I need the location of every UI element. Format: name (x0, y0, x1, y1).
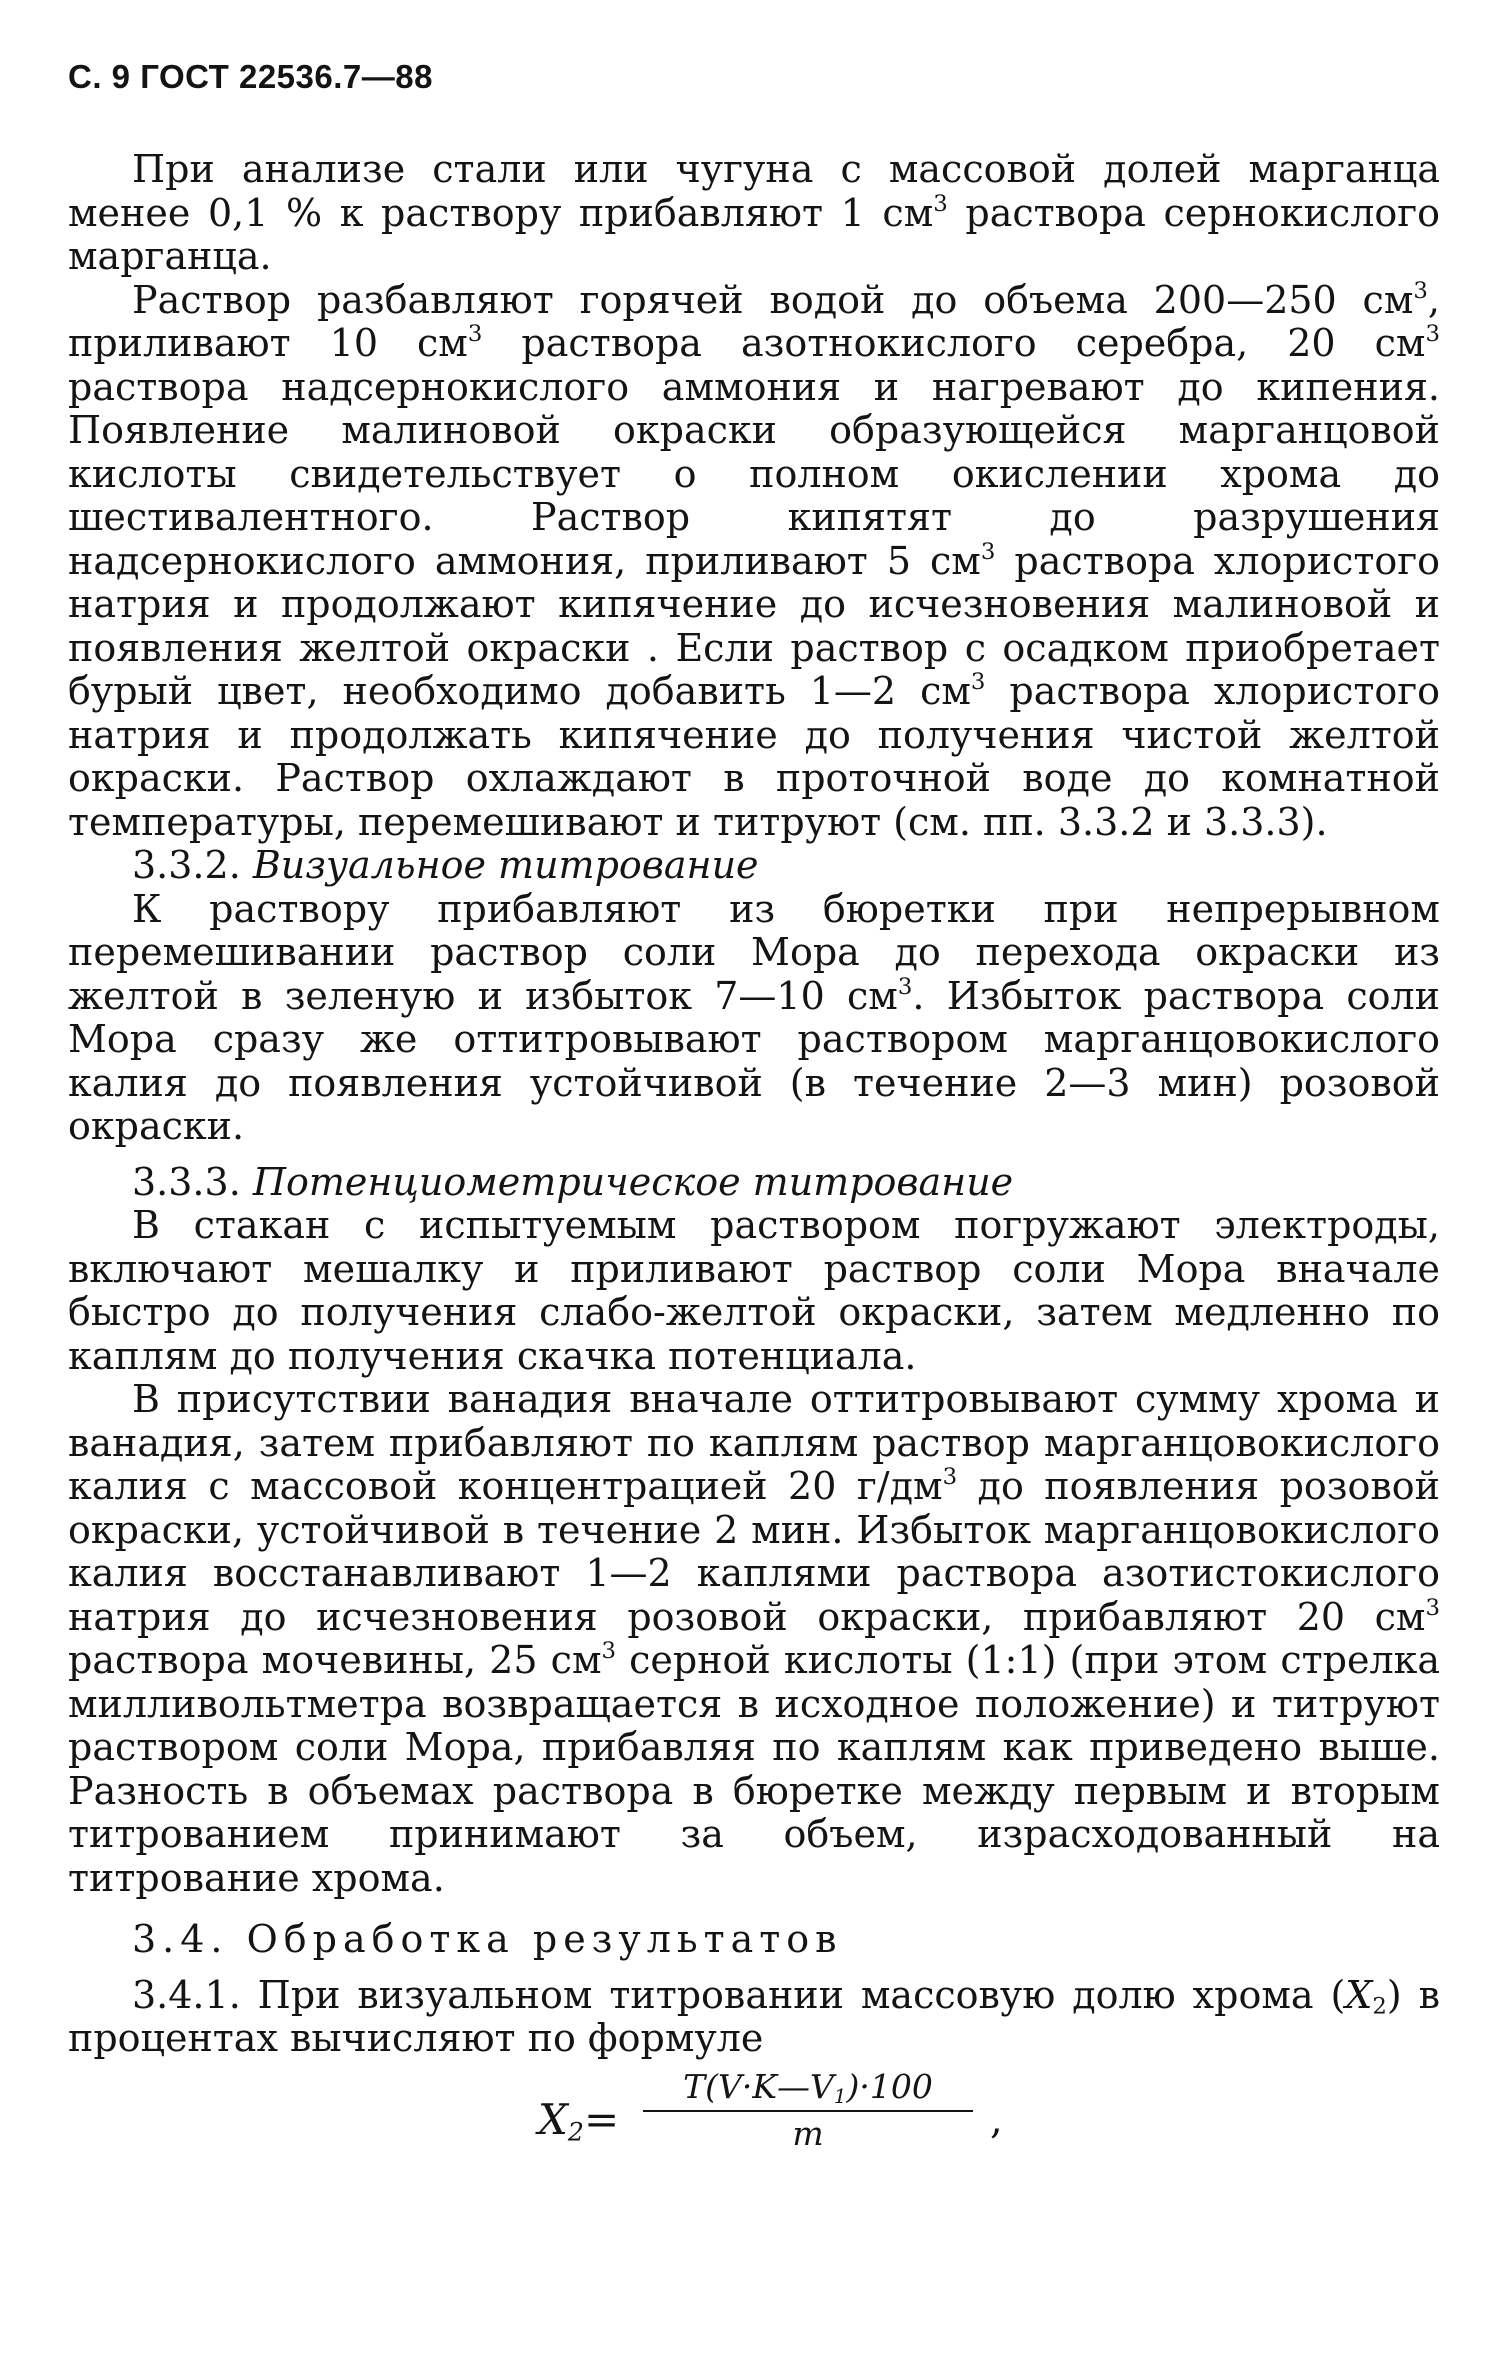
page-header: С. 9 ГОСТ 22536.7—88 (68, 58, 433, 95)
paragraph-dilution-oxidation: Раствор разбавляют горячей водой до объема 200—250 $см^3$, приливают 10 $см^3$ раствора азотнокислого серебра, 20 $см^3$ раствора надсернокислого аммония и нагревают до кипения. Появление малиновой окраски образующейся марганцовой кислоты свидетельствует о полном окислении хрома до шестивалентного. Раствор кипятят до разрушения надсернокислого аммония, приливают 5 $см^3$ раствора хлористого натрия и продолжают кипячение до исчезновения малиновой и появления желтой окраски . Если раствор с осадком приобретает бурый цвет, необходимо добавить 1—2 $см^3$ раствора хлористого натрия и продолжать кипячение до получения чистой желтой окраски. Раствор охлаждают в проточной воде до комнатной температуры, перемешивают и титруют (см. пп. 3.3.2 и 3.3.3). (68, 277, 1441, 844)
formula-x2 (68, 2067, 1440, 2177)
paragraph-result-calculation: 3.4.1. При визуальном титровании массовую долю хрома $(X_2)$ в процентах вычисляют по формуле (68, 1972, 1440, 2060)
section-heading-3-3-2: 3.3.2. Визуальное титрование (132, 843, 759, 887)
paragraph-potentiometric-titration: В стакан с испытуемым раствором погружают электроды, включают мешалку и приливают раствор соли Мора вначале быстро до получения слабо-желтой окраски, затем медленно по каплям до получения скачка потенциала. (68, 1203, 1440, 1378)
section-heading-3-3-3: 3.3.3. Потенциометрическое титрование (132, 1159, 1014, 1204)
paragraph-vanadium-presence: В присутствии ванадия вначале оттитровывают сумму хрома и ванадия, затем прибавляют по каплям раствор марганцовокислого калия с массовой концентрацией 20 $г/дм^3$ до появления розовой окраски, устойчивой в течение 2 мин. Избыток марганцовокислого калия восстанавливают 1—2 каплями раствора азотистокислого натрия до исчезновения розовой окраски, прибавляют 20 $см^3$ раствора мочевины, 25 $см^3$ серной кислоты (1:1) (при этом стрелка милливольтметра возвращается в исходное положение) и титруют раствором соли Мора, прибавляя по каплям как приведено выше. Разность в объемах раствора в бюретке между первым и вторым титрованием принимают за объем, израсходованный на титрование хрома. (68, 1377, 1440, 1900)
paragraph-visual-titration: К раствору прибавляют из бюретки при непрерывном перемешивании раствор соли Мора до перехода окраски из желтой в зеленую и избыток 7—10 $см^3$. Избыток раствора соли Мора сразу же оттитровывают раствором марганцовокислого калия до появления устойчивой (в течение 2—3 мин) розовой окраски. (68, 886, 1440, 1148)
document-page (68, 58, 1440, 2177)
formula-fraction (643, 2067, 973, 2153)
formula-denominator: m (792, 2113, 824, 2153)
formula-lhs: $X_2=$ (538, 2094, 620, 2146)
formula-comma: , (990, 2096, 1003, 2143)
section-heading-3-4: 3.4. Обработка результатов (132, 1917, 843, 1961)
paragraph-manganese-addition: При анализе стали или чугуна с массовой долей марганца менее 0,1 % к раствору прибавляют 1 $см^3$ раствора сернокислого марганца. (68, 147, 1440, 278)
formula-numerator: $T(V\cdot K—V_1)\cdot 100$ (643, 2067, 973, 2112)
